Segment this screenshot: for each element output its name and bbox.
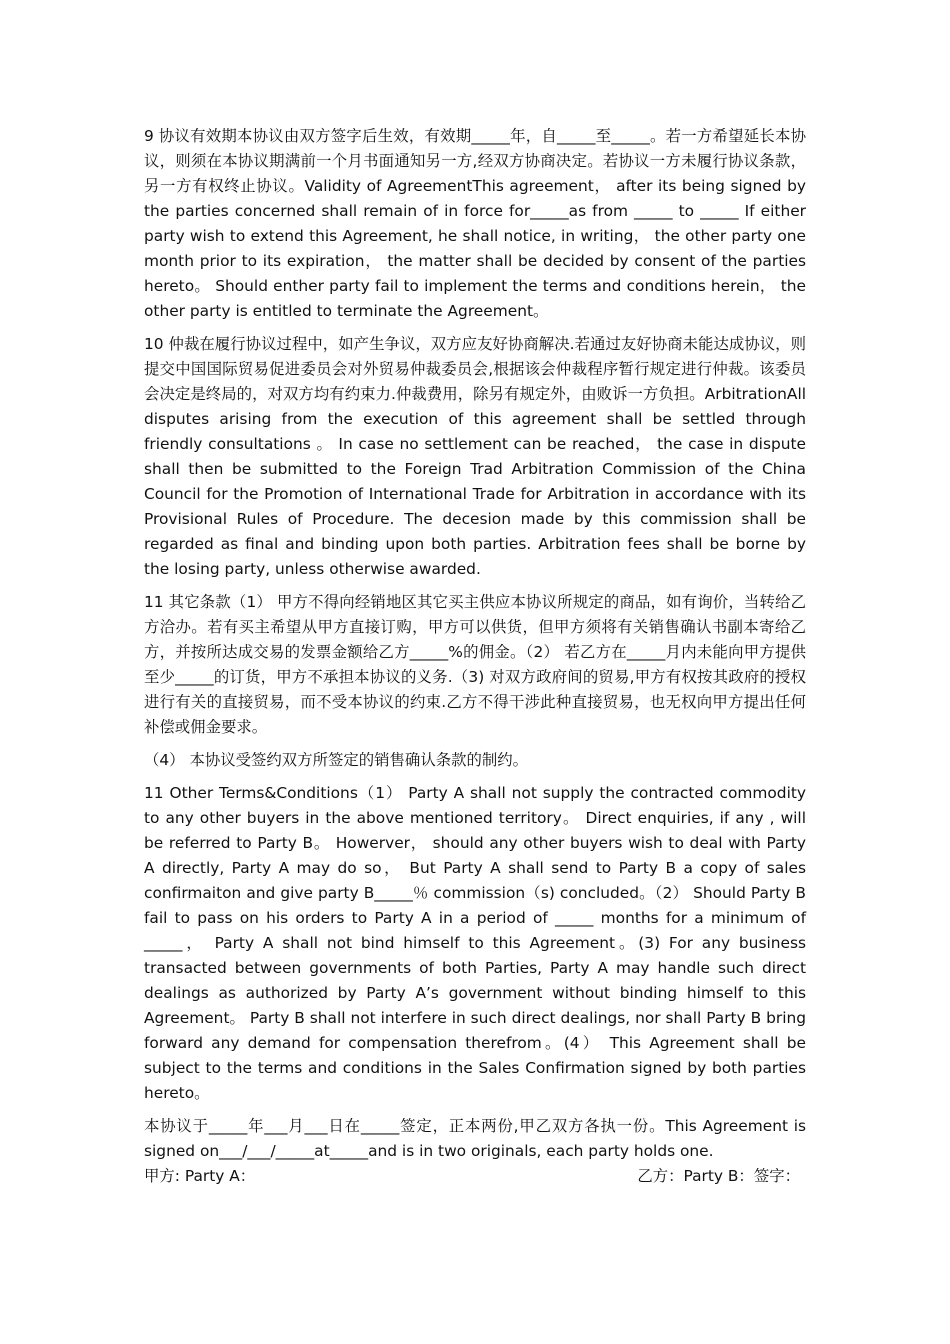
document-page: [144, 124, 806, 1189]
clause-11-other-terms-en: 11 Other Terms&Conditions（1） Party A shall not supply the contracted commodity to any other buyers in the above mentioned territory。 Direct enquiries, if any , will be referred to Party B。 Howerver， should any other buyers wish to deal with Party A directly, Party A may do so， But Party A shall send to Party B a copy of sales confirmaiton and give party B_____％ commission（s) concluded。（2） Should Party B fail to pass on his orders to Party A in a period of _____ months for a minimum of _____， Party A shall not bind himself to this Agreement。(3) For any business transacted between governments of both Parties, Party A may handle such direct dealings as authorized by Party A’s government without binding himself to this Agreement。 Party B shall not interfere in such direct dealings, nor shall Party B bring forward any demand for compensation therefrom。(4） This Agreement shall be subject to the terms and conditions in the Sales Confirmation signed by both parties hereto。: [144, 784, 806, 1102]
clause-11-item-4-cn: （4） 本协议受签约双方所签定的销售确认条款的制约。: [144, 751, 529, 769]
clause-9-validity: 9 协议有效期本协议由双方签字后生效，有效期_____年，自_____至_____。若一方希望延长本协议，则须在本协议期满前一个月书面通知另一方,经双方协商决定。若协议一方未履行协议条款，另一方有权终止协议。Validity of AgreementThis agreement， after its being signed by the parties concerned shall remain of in force for_____as from _____ to _____ If either party wish to extend this Agreement, he shall notice, in writing， the other party one month prior to its expiration， the matter shall be decided by consent of the parties hereto。 Should enther party fail to implement the terms and conditions herein， the other party is entitled to terminate the Agreement。: [144, 127, 806, 320]
signature-line: [144, 1164, 806, 1189]
clause-10-arbitration: 10 仲裁在履行协议过程中，如产生争议，双方应友好协商解决.若通过友好协商未能达成协议，则提交中国国际贸易促进委员会对外贸易仲裁委员会,根据该会仲裁程序暂行规定进行仲裁。该委员会决定是终局的，对双方均有约束力.仲裁费用，除另有规定外，由败诉一方负担。ArbitrationAll disputes arising from the execution of this agreement shall be settled through friendly consultations 。 In case no settlement can be reached， the case in dispute shall then be submitted to the Foreign Trad Arbitration Commission of the China Council for the Promotion of International Trade for Arbitration in accordance with its Provisional Rules of Procedure. The decesion made by this commission shall be regarded as final and binding upon both parties. Arbitration fees shall be borne by the losing party, unless otherwise awarded.: [144, 335, 806, 578]
party-b-label: 乙方：Party B：签字：: [637, 1167, 800, 1185]
clause-11-other-terms-cn: 11 其它条款（1） 甲方不得向经销地区其它买主供应本协议所规定的商品，如有询价，当转给乙方洽办。若有买主希望从甲方直接订购，甲方可以供货，但甲方须将有关销售确认书副本寄给乙方，并按所达成交易的发票金额给乙方_____%的佣金。（2） 若乙方在_____月内未能向甲方提供至少_____的订货，甲方不承担本协议的义务.（3) 对双方政府间的贸易,甲方有权按其政府的授权进行有关的直接贸易，而不受本协议的约束.乙方不得干涉此种直接贸易，也无权向甲方提出任何补偿或佣金要求。: [144, 593, 806, 736]
signing-statement: 本协议于_____年___月___日在_____签定，正本两份,甲乙双方各执一份。This Agreement is signed on___/___/_____at_____and is in two originals, each party holds one.: [144, 1117, 806, 1160]
party-a-label: 甲方: Party A：: [144, 1167, 256, 1185]
